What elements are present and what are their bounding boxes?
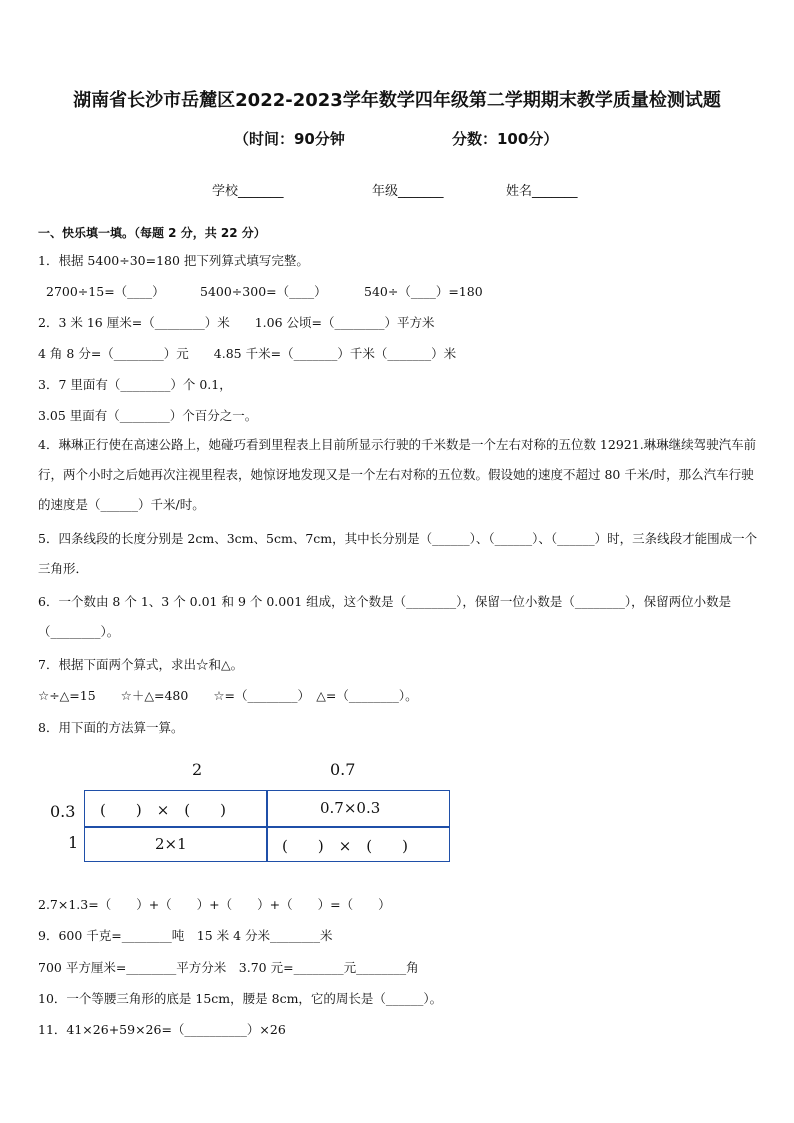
question-7: 7．根据下面两个算式，求出☆和△。	[38, 657, 244, 672]
question-7-equations[interactable]: ☆÷△=15 ☆＋△=480 ☆=（________） △=（________）。	[38, 688, 418, 703]
exam-score: 分数：100分）	[452, 130, 559, 148]
question-4[interactable]: 4．琳琳正行使在高速公路上，她碰巧看到里程表上目前所显示行驶的千米数是一个左右对称的五位数 12921.琳琳继续驾驶汽车前行，两个小时之后她再次注视里程表，她惊讶地发现又是一个左右对称的五位数。假设她的速度不超过 80 千米/时，那么汽车行驶的速度是（______）千米/时。	[38, 437, 757, 512]
question-9-line-2[interactable]: 700 平方厘米=________平方分米 3.70 元=________元________角	[38, 960, 419, 975]
question-8-result[interactable]: 2.7×1.3=（ ）+（ ）+（ ）+（ ）=（ ）	[38, 897, 391, 912]
figure-cell-bottom-right[interactable]: ( ) × ( )	[282, 837, 408, 855]
question-3-line-1[interactable]: 3．7 里面有（________）个 0.1，	[38, 377, 232, 392]
school-field[interactable]: 学校_______	[212, 184, 284, 199]
question-2-line-1[interactable]: 2．3 米 16 厘米=（________）米 1.06 公顷=（________）平方米	[38, 315, 435, 330]
grade-field[interactable]: 年级_______	[372, 184, 444, 199]
question-10[interactable]: 10．一个等腰三角形的底是 15cm，腰是 8cm，它的周长是（______）。	[38, 991, 443, 1006]
question-11[interactable]: 11．41×26+59×26=（__________）×26	[38, 1022, 286, 1037]
figure-cell-cover	[86, 828, 154, 860]
figure-top-label-left: 2	[192, 760, 203, 779]
question-9-line-1[interactable]: 9．600 千克=________吨 15 米 4 分米________米	[38, 928, 333, 943]
figure-side-label-bottom: 1	[68, 833, 79, 852]
question-8: 8．用下面的方法算一算。	[38, 720, 184, 735]
question-5[interactable]: 5．四条线段的长度分别是 2cm、3cm、5cm、7cm，其中长分别是（______）、（______）、（______）时，三条线段才能围成一个三角形．	[38, 531, 758, 576]
question-1-c[interactable]: 540÷（____）=180	[364, 284, 483, 299]
figure-cell-top-right: 0.7×0.3	[320, 799, 381, 817]
name-field[interactable]: 姓名_______	[506, 184, 578, 199]
page-title: 湖南省长沙市岳麓区2022-2023学年数学四年级第二学期期末教学质量检测试题	[73, 90, 721, 111]
question-2-line-2[interactable]: 4 角 8 分=（________）元 4.85 千米=（_______）千米（_______）米	[38, 346, 457, 361]
question-6[interactable]: 6．一个数由 8 个 1、3 个 0.01 和 9 个 0.001 组成，这个数是（________），保留一位小数是（________），保留两位小数是（________）。	[38, 594, 732, 639]
figure-side-label-top: 0.3	[50, 802, 76, 821]
figure-top-label-right: 0.7	[330, 760, 356, 779]
figure-cell-bottom-left: 2×1	[155, 835, 187, 853]
question-1-a[interactable]: 2700÷15=（____）	[46, 284, 165, 299]
figure-cell-top-left[interactable]: ( ) × ( )	[100, 801, 226, 819]
section-heading: 一、快乐填一填。（每题 2 分，共 22 分）	[38, 226, 266, 240]
question-3-line-2[interactable]: 3.05 里面有（________）个百分之一。	[38, 408, 258, 423]
exam-time: （时间：90分钟	[234, 130, 345, 148]
question-1: 1．根据 5400÷30=180 把下列算式填写完整。	[38, 253, 309, 268]
question-1-b[interactable]: 5400÷300=（____）	[200, 284, 327, 299]
